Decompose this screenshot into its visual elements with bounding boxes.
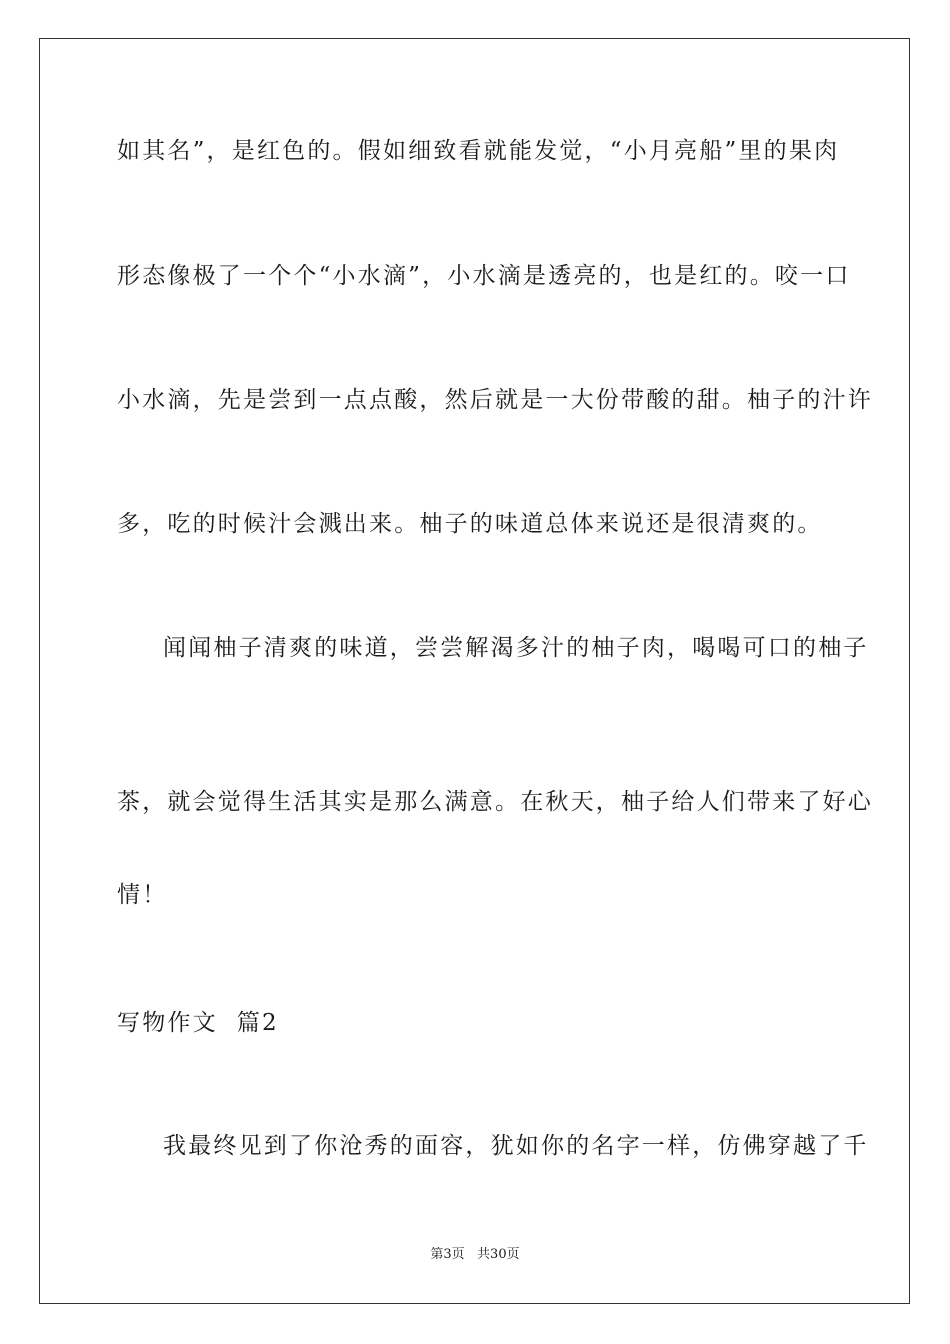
paragraph-line: 我最终见到了你沧秀的面容，犹如你的名字一样，仿佛穿越了千	[163, 1133, 869, 1159]
paragraph-line: 多，吃的时候汁会溅出来。柚子的味道总体来说还是很清爽的。	[117, 511, 823, 537]
paragraph-line: 情！	[117, 882, 168, 908]
section-heading: 写物作文 篇2	[117, 1010, 279, 1036]
paragraph-line: 形态像极了一个个“小水滴”，小水滴是透亮的，也是红的。咬一口	[117, 263, 851, 289]
page-border	[39, 38, 910, 1304]
paragraph-line: 闻闻柚子清爽的味道，尝尝解渴多汁的柚子肉，喝喝可口的柚子	[163, 635, 869, 661]
paragraph-line: 小水滴，先是尝到一点点酸，然后就是一大份带酸的甜。柚子的汁许	[117, 387, 873, 413]
paragraph-line: 如其名”，是红色的。假如细致看就能发觉，“小月亮船”里的果肉	[117, 138, 840, 164]
page-number-footer: 第3页 共30页	[430, 1247, 520, 1262]
paragraph-line: 茶，就会觉得生活其实是那么满意。在秋天，柚子给人们带来了好心	[117, 789, 873, 815]
